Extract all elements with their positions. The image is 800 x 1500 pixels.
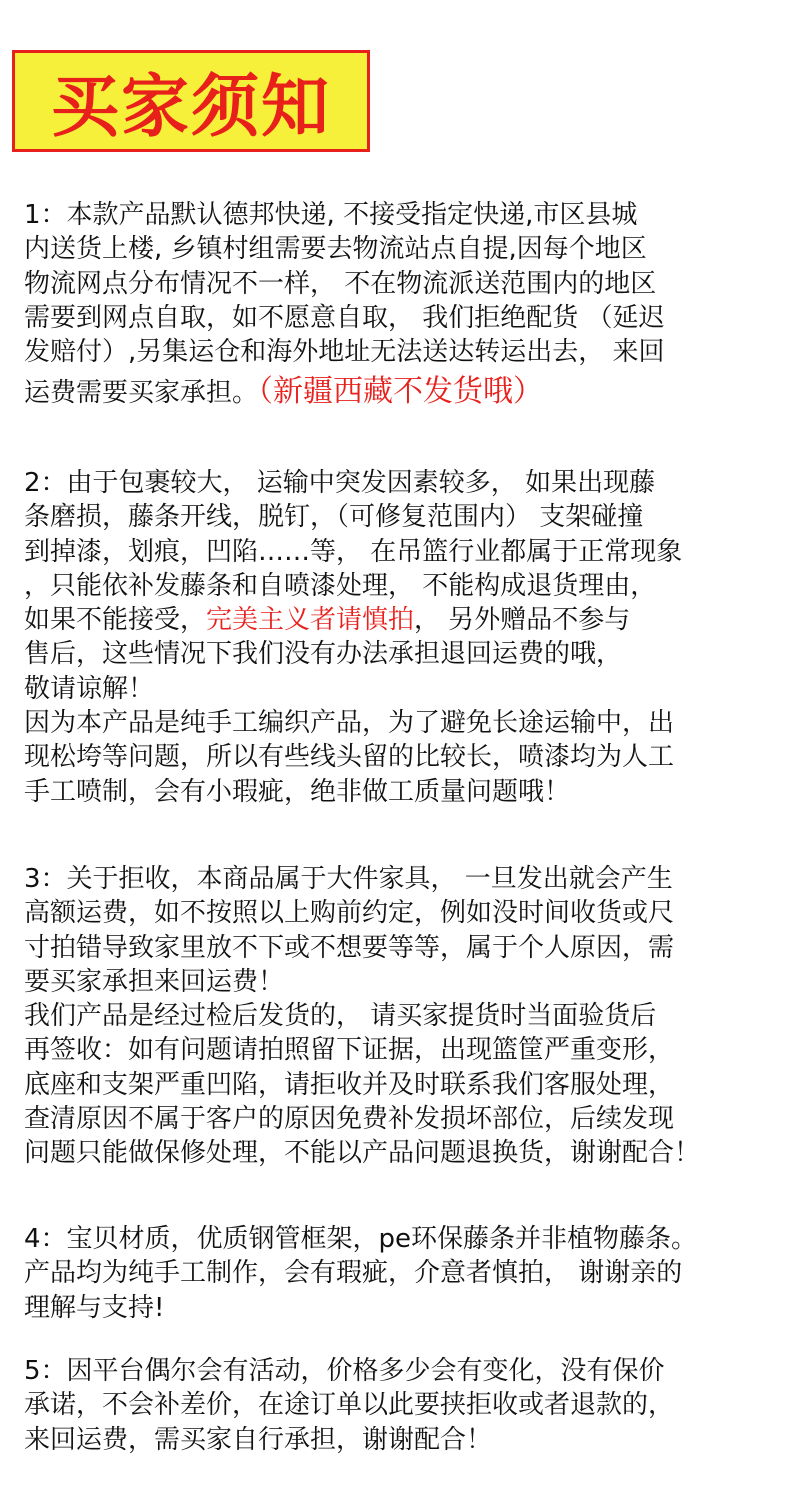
title-banner bbox=[12, 50, 370, 152]
notice-line: 敬请谅解！ bbox=[24, 673, 155, 704]
notice-text: 如果不能接受， bbox=[24, 605, 207, 636]
notice-text: 运费需要买家承担。 bbox=[24, 378, 259, 409]
notice-line: 产品均为纯手工制作，会有瑕疵，介意者慎拍， 谢谢亲的 bbox=[24, 1258, 683, 1289]
notice-section-4 bbox=[24, 1222, 790, 1325]
notice-line: 1：本款产品默认德邦快递, 不接受指定快递,市区县城 bbox=[24, 200, 638, 230]
notice-line: 因为本产品是纯手工编织产品，为了避免长途运输中，出 bbox=[24, 708, 675, 739]
notice-text: ， 另外赠品不参与 bbox=[414, 605, 631, 636]
notice-line: 需要到网点自取，如不愿意自取， 我们拒绝配货 （延迟 bbox=[24, 302, 665, 333]
notice-line: 条磨损，藤条开线，脱钉，（可修复范围内） 支架碰撞 bbox=[24, 502, 644, 533]
notice-line: 来回运费，需买家自行承担，谢谢配合！ bbox=[24, 1424, 493, 1455]
notice-section-3 bbox=[24, 862, 790, 1171]
notice-line: 物流网点分布情况不一样， 不在物流派送范围内的地区 bbox=[24, 268, 657, 299]
notice-line: 寸拍错导致家里放不下或不想要等等，属于个人原因，需 bbox=[24, 932, 675, 963]
notice-line: 售后，这些情况下我们没有办法承担退回运费的哦， bbox=[24, 639, 623, 670]
notice-line: 手工喷制，会有小瑕疵，绝非做工质量问题哦！ bbox=[24, 776, 571, 807]
notice-line bbox=[24, 369, 790, 416]
notice-line: 内送货上楼, 乡镇村组需要去物流站点自提,因每个地区 bbox=[24, 234, 647, 265]
notice-line: 5：因平台偶尔会有活动，价格多少会有变化，没有保价 bbox=[24, 1356, 665, 1386]
notice-line: 4：宝贝材质，优质钢管框架，pe环保藤条并非植物藤条。 bbox=[24, 1224, 698, 1254]
notice-line: 问题只能做保修处理，不能以产品问题退换货，谢谢配合！ bbox=[24, 1138, 701, 1169]
highlight-no-xinjiang-tibet: （新疆西藏不发货哦） bbox=[258, 374, 544, 410]
notice-line: 3：关于拒收，本商品属于大件家具， 一旦发出就会产生 bbox=[24, 864, 673, 894]
notice-line: 要买家承担来回运费！ bbox=[24, 966, 285, 997]
notice-line: 理解与支持! bbox=[24, 1292, 165, 1323]
highlight-perfectionist-warning: 完美主义者请慎拍 bbox=[206, 605, 415, 636]
notice-line bbox=[24, 603, 790, 637]
notice-section-2 bbox=[24, 466, 790, 809]
notice-line: 现松垮等问题，所以有些线头留的比较长，喷漆均为人工 bbox=[24, 742, 675, 773]
notice-line: 发赔付）,另集运仓和海外地址无法送达转运出去， 来回 bbox=[24, 337, 665, 368]
notice-line: 承诺，不会补差价，在途订单以此要挟拒收或者退款的， bbox=[24, 1390, 675, 1421]
notice-line: ，只能依补发藤条和自喷漆处理， 不能构成退货理由， bbox=[24, 570, 657, 601]
notice-section-5 bbox=[24, 1354, 790, 1457]
notice-line: 高额运费，如不按照以上购前约定，例如没时间收货或尺 bbox=[24, 898, 675, 929]
notice-line: 到掉漆，划痕，凹陷……等， 在吊篮行业都属于正常现象 bbox=[24, 536, 683, 567]
notice-line: 再签收：如有问题请拍照留下证据，出现篮筐严重变形， bbox=[24, 1035, 675, 1066]
notice-line: 2：由于包裹较大， 运输中突发因素较多， 如果出现藤 bbox=[24, 468, 656, 498]
notice-line: 底座和支架严重凹陷，请拒收并及时联系我们客服处理， bbox=[24, 1069, 675, 1100]
notice-line: 查清原因不属于客户的原因免费补发损坏部位，后续发现 bbox=[24, 1104, 675, 1135]
notice-section-1 bbox=[24, 198, 790, 416]
notice-line: 我们产品是经过检后发货的， 请买家提货时当面验货后 bbox=[24, 1001, 657, 1032]
page-title: 买家须知 bbox=[50, 67, 331, 147]
